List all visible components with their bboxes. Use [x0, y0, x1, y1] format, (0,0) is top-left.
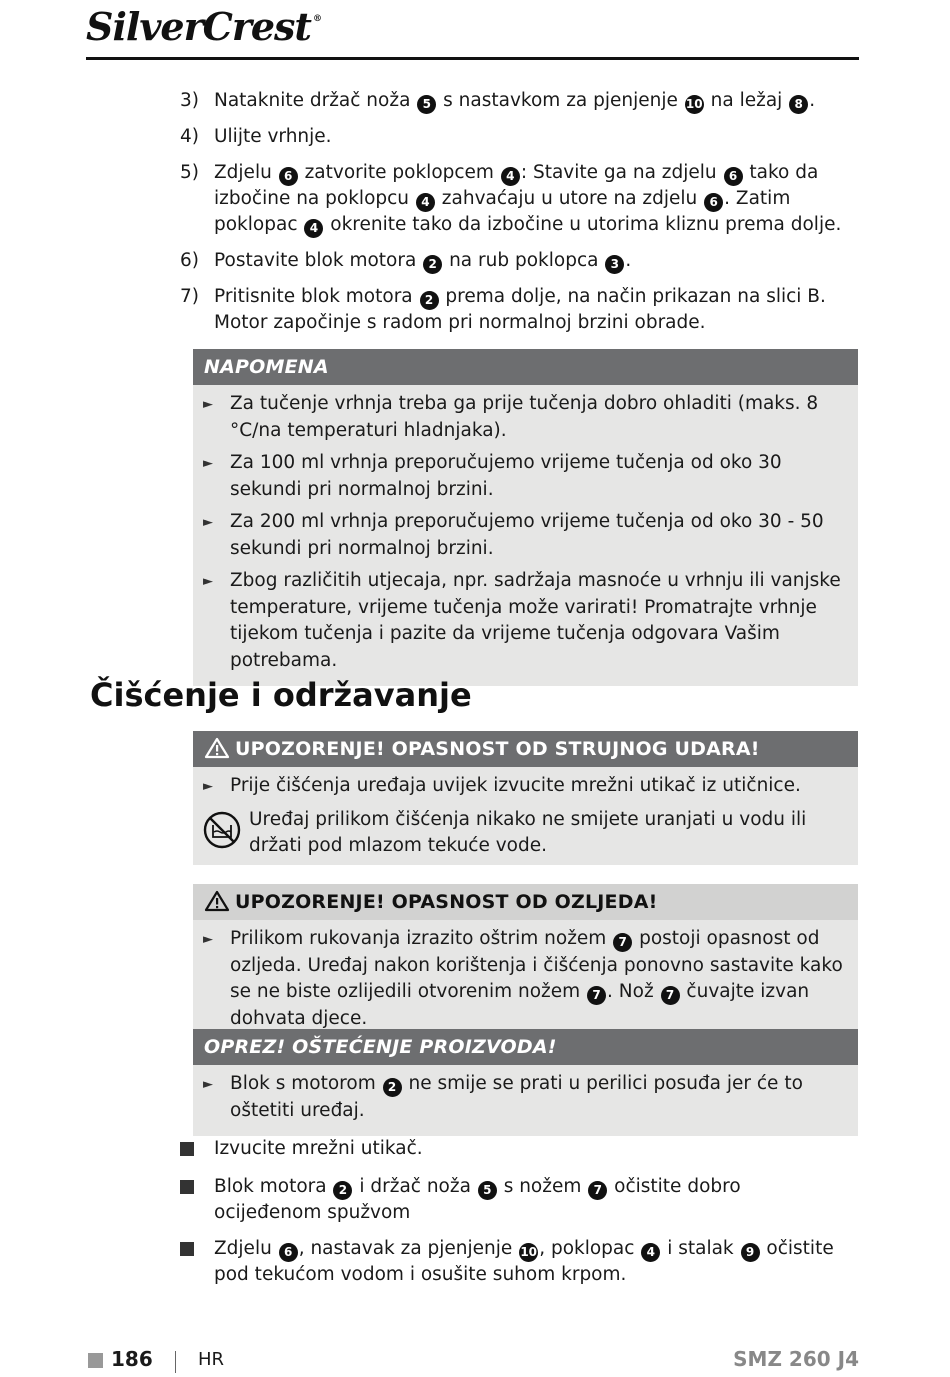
step-text: Pritisnite blok motora 2 prema dolje, na način prikazan na slici B. Motor započinje s radom pri normalnoj brzini obrade. [214, 286, 826, 333]
caution-item: ► Blok s motorom 2 ne smije se prati u perilici posuđa jer će to oštetiti uređaj. [203, 1071, 848, 1124]
warning-electric-title: UPOZORENJE! OPASNOST OD STRUJNOG UDARA! [193, 731, 858, 767]
part-number-badge: 7 [588, 1181, 607, 1200]
part-number-badge: 9 [741, 1243, 760, 1262]
footer-divider [175, 1351, 176, 1373]
step-number: 5) [180, 162, 199, 183]
caution-title: OPREZ! OŠTEĆENJE PROIZVODA! [193, 1029, 858, 1065]
part-number-badge: 2 [333, 1181, 352, 1200]
step-number: 7) [180, 286, 199, 307]
note-title: NAPOMENA [193, 349, 858, 385]
square-bullet-icon [180, 1180, 194, 1194]
step-item [180, 284, 850, 336]
part-number-badge: 6 [279, 1243, 298, 1262]
list-item: Izvucite mrežni utikač. [180, 1136, 850, 1164]
step-number: 3) [180, 90, 199, 111]
warning-item: ► Prije čišćenja uređaja uvijek izvucite mrežni utikač iz utičnice. [203, 773, 848, 801]
part-number-badge: 4 [416, 193, 435, 212]
note-item: ► Zbog različitih utjecaja, npr. sadržaja masnoće u vrhnju ili vanjske temperature, vrijeme tučenja može varirati! Promatrajte vrhnje tijekom tučenja i pazite da vrijeme tučenja odgovara Vašim potrebama. [203, 568, 848, 674]
note-item: ► Za tučenje vrhnja treba ga prije tučenja dobro ohladiti (maks. 8 °C/na temperaturi hladnjaka). [203, 391, 848, 444]
part-number-badge: 5 [417, 95, 436, 114]
page-footer [86, 1347, 859, 1377]
brand-logo: SilverCrest ® [86, 4, 321, 49]
square-bullet-icon [180, 1142, 194, 1156]
warning-electric-box [193, 731, 858, 865]
note-item: ► Za 200 ml vrhnja preporučujemo vrijeme tučenja od oko 30 - 50 sekundi pri normalnoj brzini. [203, 509, 848, 562]
cleaning-steps [180, 1136, 850, 1298]
step-item [180, 160, 850, 238]
bullet-arrow-icon: ► [203, 397, 213, 412]
section-title: Čišćenje i održavanje [90, 676, 472, 714]
step-number: 6) [180, 250, 199, 271]
model-number: SMZ 260 J4 [733, 1347, 859, 1371]
part-number-badge: 10 [519, 1243, 538, 1262]
step-list [180, 88, 850, 346]
part-number-badge: 4 [641, 1243, 660, 1262]
part-number-badge: 2 [423, 255, 442, 274]
step-number: 4) [180, 126, 199, 147]
part-number-badge: 10 [685, 95, 704, 114]
part-number-badge: 2 [420, 291, 439, 310]
page-number: 186 [111, 1347, 153, 1371]
bullet-arrow-icon: ► [203, 456, 213, 471]
language-code: HR [198, 1349, 225, 1370]
part-number-badge: 7 [587, 986, 606, 1005]
part-number-badge: 2 [383, 1078, 402, 1097]
caution-box [193, 1029, 858, 1136]
part-number-badge: 7 [661, 986, 680, 1005]
part-number-badge: 4 [304, 219, 323, 238]
step-item [180, 124, 850, 150]
part-number-badge: 7 [613, 933, 632, 952]
warning-triangle-icon [204, 890, 230, 912]
step-text: Nataknite držač noža 5 s nastavkom za pjenjenje 10 na ležaj 8 . [214, 88, 850, 114]
no-immersion-note: Uređaj prilikom čišćenja nikako ne smijete uranjati u vodu ili držati pod mlazom tekuće vode. [203, 807, 848, 859]
bullet-arrow-icon: ► [203, 1077, 213, 1092]
part-number-badge: 5 [478, 1181, 497, 1200]
part-number-badge: 6 [279, 167, 298, 186]
step-item [180, 248, 850, 274]
step-text: Postavite blok motora 2 na rub poklopca 3 . [214, 248, 850, 274]
part-number-badge: 3 [605, 255, 624, 274]
footer-square-icon [88, 1353, 103, 1368]
bullet-arrow-icon: ► [203, 779, 213, 794]
part-number-badge: 4 [501, 167, 520, 186]
note-item: ► Za 100 ml vrhnja preporučujemo vrijeme tučenja od oko 30 sekundi pri normalnoj brzini. [203, 450, 848, 503]
part-number-badge: 8 [789, 95, 808, 114]
warning-injury-title: UPOZORENJE! OPASNOST OD OZLJEDA! [193, 884, 858, 920]
warning-injury-box [193, 884, 858, 1044]
part-number-badge: 6 [724, 167, 743, 186]
note-box [193, 349, 858, 686]
warning-item: ► Prilikom rukovanja izrazito oštrim nožem 7 postoji opasnost od ozljeda. Uređaj nakon korištenja i čišćenja ponovno sastavite kako se ne biste ozlijedili otvorenim nožem 7 . Nož 7 čuvajte izvan dohvata djece. [203, 926, 848, 1032]
bullet-arrow-icon: ► [203, 574, 213, 589]
header-rule [86, 57, 859, 60]
step-text: Ulijte vrhnje. [214, 126, 332, 147]
warning-triangle-icon [204, 737, 230, 759]
part-number-badge: 6 [704, 193, 723, 212]
bullet-arrow-icon: ► [203, 932, 213, 947]
square-bullet-icon [180, 1242, 194, 1256]
list-item: Zdjelu 6 , nastavak za pjenjenje 10 , poklopac 4 i stalak 9 očistite pod tekućom vodom i osušite suhom krpom. [180, 1236, 850, 1288]
list-item: Blok motora 2 i držač noža 5 s nožem 7 očistite dobro ocijeđenom spužvom [180, 1174, 850, 1226]
bullet-arrow-icon: ► [203, 515, 213, 530]
step-item [180, 88, 850, 114]
step-text: Zdjelu 6 zatvorite poklopcem 4 : Stavite ga na zdjelu 6 tako da izbočine na poklopcu 4 zahvaćaju u utore na zdjelu 6 . Zatim poklopac 4 okrenite tako da izbočine u utorima kliznu prema dolje. [214, 160, 850, 238]
no-immersion-icon [203, 811, 241, 849]
